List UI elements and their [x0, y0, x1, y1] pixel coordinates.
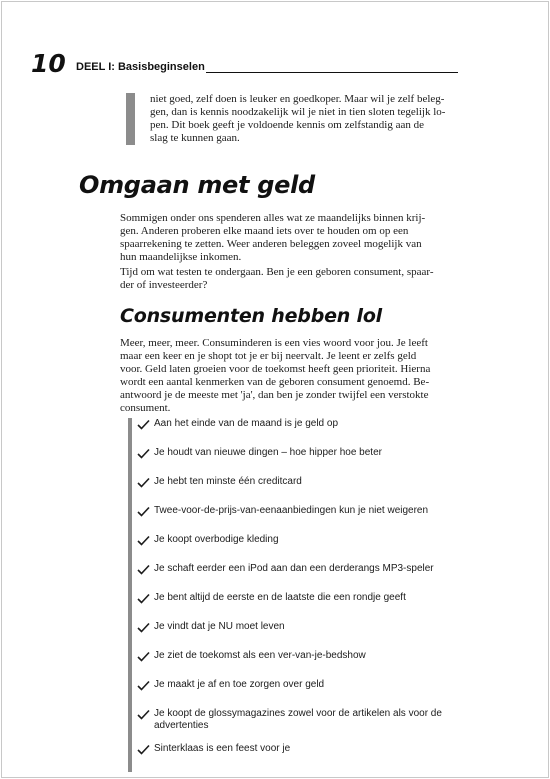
- list-item-text: Twee-voor-de-prijs-van-eenaanbiedingen kun je niet weigeren: [154, 505, 429, 516]
- list-item-text: Sinterklaas is een feest voor je: [154, 743, 291, 754]
- checkmark-icon: [137, 680, 150, 691]
- text-line: Sommigen onder ons spenderen alles wat ze maandelijks binnen krij-: [120, 212, 426, 224]
- text-line: pen. Dit boek geeft je voldoende kennis om zelfstandig aan de: [150, 119, 424, 131]
- list-item: [128, 505, 458, 534]
- intro-block: [126, 93, 456, 145]
- list-item-text: Je hebt ten minste één creditcard: [154, 476, 302, 487]
- checkmark-icon: [137, 709, 150, 720]
- text-line: Meer, meer, meer. Consuminderen is een vies woord voor jou. Je leeft: [120, 337, 428, 349]
- list-item-text: Je schaft eerder een iPod aan dan een derderangs MP3-speler: [154, 563, 434, 574]
- list-item: [128, 534, 458, 563]
- bullet-bar: [128, 534, 132, 563]
- text-line: slag te kunnen gaan.: [150, 132, 240, 144]
- part-title: DEEL I: Basisbeginselen: [76, 61, 205, 73]
- list-item: [128, 743, 458, 772]
- page-number: 10: [31, 49, 66, 78]
- list-item-text: Je bent altijd de eerste en de laatste die een rondje geeft: [154, 592, 406, 603]
- list-item: [128, 592, 458, 621]
- header-rule: [206, 72, 458, 73]
- bullet-bar: [128, 418, 132, 447]
- list-item-text: Je houdt van nieuwe dingen – hoe hipper hoe beter: [154, 447, 382, 458]
- text-line: wordt een aantal kenmerken van de geboren consument genoemd. Be-: [120, 376, 430, 388]
- section-heading: Omgaan met geld: [79, 171, 315, 199]
- consumer-traits-list: [128, 418, 458, 772]
- checkmark-icon: [137, 564, 150, 575]
- list-item: [128, 708, 458, 743]
- text-line: antwoord je de meeste met 'ja', dan ben je zonder twijfel een verstokte: [120, 389, 429, 401]
- list-item-text: Je koopt overbodige kleding: [154, 534, 279, 545]
- list-item: [128, 650, 458, 679]
- checkmark-icon: [137, 419, 150, 430]
- list-item-text: Je vindt dat je NU moet leven: [154, 621, 285, 632]
- checkmark-icon: [137, 744, 150, 755]
- bullet-bar: [128, 650, 132, 679]
- text-line: Tijd om wat testen te ondergaan. Ben je een geboren consument, spaar-: [120, 266, 434, 278]
- bullet-bar: [128, 447, 132, 476]
- sidebar-bar: [126, 93, 135, 145]
- bullet-bar: [128, 505, 132, 534]
- checkmark-icon: [137, 506, 150, 517]
- bullet-bar: [128, 743, 132, 772]
- subsection-paragraph: [120, 337, 458, 415]
- checkmark-icon: [137, 477, 150, 488]
- checkmark-icon: [137, 448, 150, 459]
- list-item: [128, 621, 458, 650]
- list-item: [128, 679, 458, 708]
- text-line: voor. Geld laten groeien voor de toekomst heeft geen prioriteit. Hierna: [120, 363, 431, 375]
- list-item-text: Je maakt je af en toe zorgen over geld: [154, 679, 325, 690]
- bullet-bar: [128, 621, 132, 650]
- bullet-bar: [128, 679, 132, 708]
- bullet-bar: [128, 592, 132, 621]
- running-head: [31, 50, 458, 80]
- checkmark-icon: [137, 651, 150, 662]
- checkmark-icon: [137, 593, 150, 604]
- bullet-bar: [128, 563, 132, 592]
- text-line: consument.: [120, 402, 171, 414]
- text-line: maar een keer en je shopt tot je er bij neervalt. Je leent er zelfs geld: [120, 350, 417, 362]
- bullet-bar: [128, 708, 132, 743]
- section-paragraph-1: [120, 212, 458, 264]
- checkmark-icon: [137, 622, 150, 633]
- list-item-text: Je ziet de toekomst als een ver-van-je-bedshow: [154, 650, 366, 661]
- section-paragraph-2: [120, 266, 458, 292]
- list-item-text: Je koopt de glossymagazines zowel voor de artikelen als voor de advertenties: [154, 708, 442, 731]
- list-item-text: Aan het einde van de maand is je geld op: [154, 418, 339, 429]
- text-line: hun maandelijkse inkomen.: [120, 251, 242, 263]
- text-line: niet goed, zelf doen is leuker en goedkoper. Maar wil je zelf beleg-: [150, 93, 445, 105]
- subsection-heading: Consumenten hebben lol: [120, 305, 382, 327]
- list-item: [128, 476, 458, 505]
- list-item: [128, 563, 458, 592]
- bullet-bar: [128, 476, 132, 505]
- list-item: [128, 447, 458, 476]
- text-line: gen, dan is kennis noodzakelijk wil je niet in tien sloten tegelijk lo-: [150, 106, 446, 118]
- intro-text: [150, 93, 460, 145]
- checkmark-icon: [137, 535, 150, 546]
- text-line: gen. Anderen proberen elke maand iets over te houden om op een: [120, 225, 409, 237]
- text-line: spaarrekening te zetten. Weer anderen beleggen zoveel mogelijk van: [120, 238, 422, 250]
- list-item: [128, 418, 458, 447]
- text-line: der of investeerder?: [120, 279, 208, 291]
